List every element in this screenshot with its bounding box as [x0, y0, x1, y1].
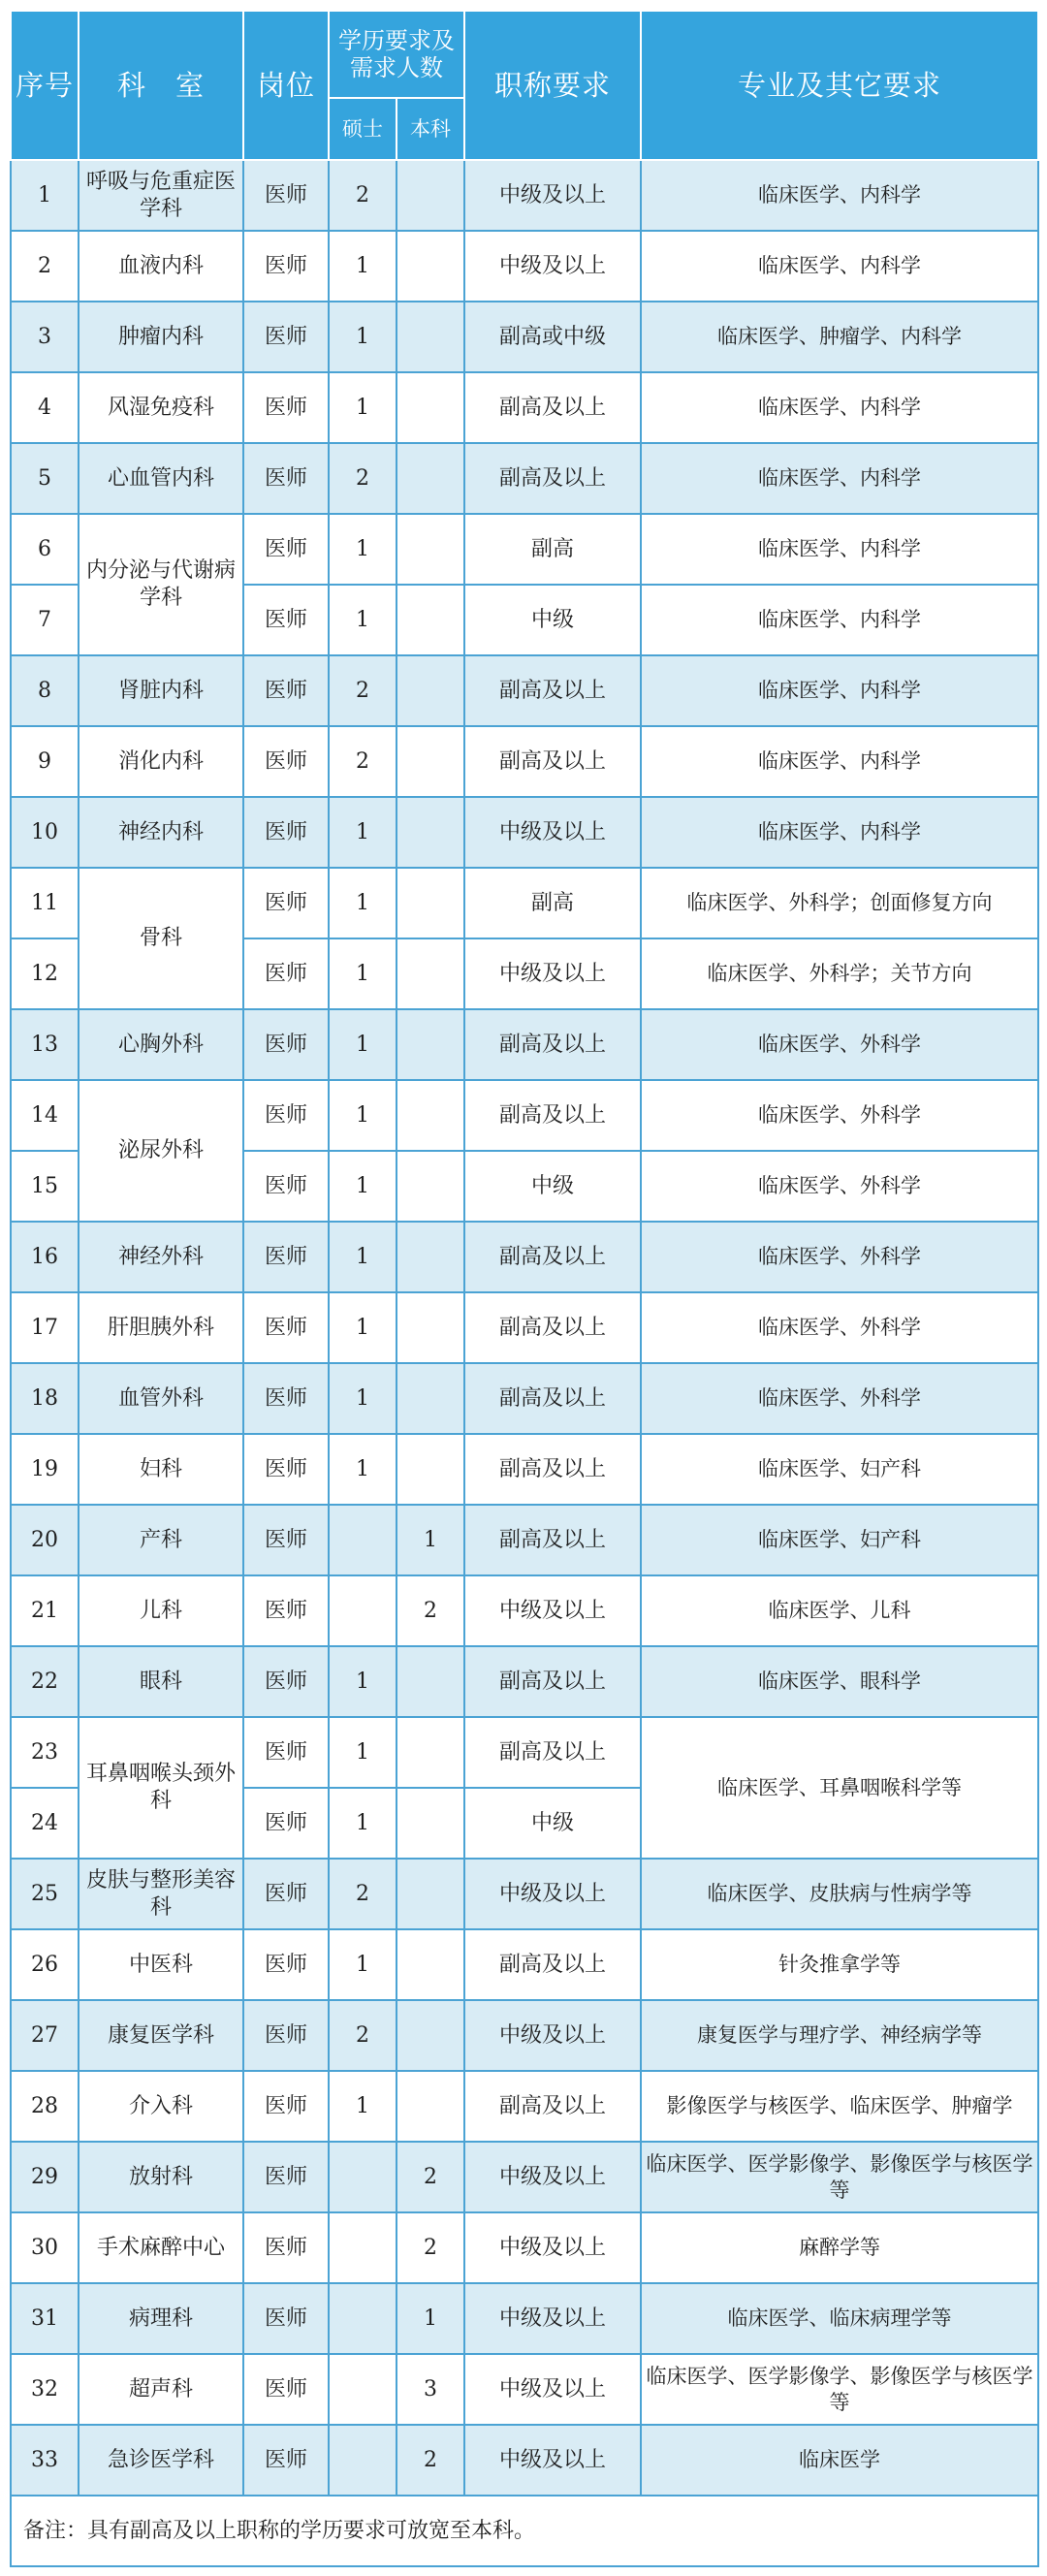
cell-master: 1: [329, 1929, 397, 2000]
cell-bachelor: [397, 1363, 464, 1434]
cell-bachelor: 2: [397, 2142, 464, 2212]
cell-post: 医师: [243, 1505, 329, 1575]
cell-post: 医师: [243, 585, 329, 655]
cell-post: 医师: [243, 1859, 329, 1929]
cell-dept: 泌尿外科: [79, 1080, 243, 1222]
header-title-req: 职称要求: [464, 11, 641, 160]
cell-master: 2: [329, 2000, 397, 2071]
cell-post: 医师: [243, 2283, 329, 2354]
cell-bachelor: [397, 1009, 464, 1080]
cell-no: 12: [11, 938, 79, 1009]
cell-bachelor: [397, 1292, 464, 1363]
cell-dept: 肿瘤内科: [79, 302, 243, 372]
cell-no: 19: [11, 1434, 79, 1505]
cell-bachelor: [397, 1222, 464, 1292]
cell-dept: 超声科: [79, 2354, 243, 2425]
table-row: [11, 1222, 1038, 1292]
cell-major: 临床医学、外科学: [641, 1292, 1038, 1363]
cell-post: 医师: [243, 2425, 329, 2496]
cell-post: 医师: [243, 797, 329, 868]
cell-major: 临床医学、肿瘤学、内科学: [641, 302, 1038, 372]
header-edu-group: 学历要求及需求人数: [329, 11, 464, 98]
cell-title: 中级及以上: [464, 938, 641, 1009]
cell-bachelor: [397, 938, 464, 1009]
cell-title: 副高及以上: [464, 1505, 641, 1575]
cell-bachelor: [397, 1717, 464, 1788]
cell-master: 1: [329, 1080, 397, 1151]
cell-major: 临床医学、外科学；创面修复方向: [641, 868, 1038, 938]
header-post: 岗位: [243, 11, 329, 160]
cell-major: 临床医学、外科学: [641, 1080, 1038, 1151]
header-major-req: 专业及其它要求: [641, 11, 1038, 160]
cell-master: [329, 2354, 397, 2425]
cell-post: 医师: [243, 514, 329, 585]
cell-bachelor: 1: [397, 1505, 464, 1575]
table-row: [11, 2283, 1038, 2354]
cell-no: 30: [11, 2212, 79, 2283]
cell-dept: 耳鼻咽喉头颈外科: [79, 1717, 243, 1859]
cell-no: 13: [11, 1009, 79, 1080]
cell-bachelor: [397, 585, 464, 655]
cell-title: 中级: [464, 585, 641, 655]
cell-major: 临床医学: [641, 2425, 1038, 2496]
table-row: [11, 1292, 1038, 1363]
cell-title: 副高及以上: [464, 1292, 641, 1363]
cell-bachelor: [397, 726, 464, 797]
cell-bachelor: [397, 160, 464, 231]
cell-no: 4: [11, 372, 79, 443]
cell-post: 医师: [243, 655, 329, 726]
cell-dept: 妇科: [79, 1434, 243, 1505]
table-row: [11, 2212, 1038, 2283]
cell-title: 副高及以上: [464, 1929, 641, 2000]
table-row: [11, 2142, 1038, 2212]
table-row: [11, 2071, 1038, 2142]
table-row: [11, 1009, 1038, 1080]
cell-dept: 内分泌与代谢病学科: [79, 514, 243, 655]
cell-major: 临床医学、外科学: [641, 1151, 1038, 1222]
note-row: [11, 2496, 1038, 2566]
cell-dept: 呼吸与危重症医学科: [79, 160, 243, 231]
cell-bachelor: [397, 868, 464, 938]
table-row: [11, 1646, 1038, 1717]
cell-bachelor: [397, 1929, 464, 2000]
cell-dept: 急诊医学科: [79, 2425, 243, 2496]
cell-bachelor: [397, 1151, 464, 1222]
cell-major: 影像医学与核医学、临床医学、肿瘤学: [641, 2071, 1038, 2142]
cell-bachelor: [397, 1434, 464, 1505]
cell-master: 2: [329, 160, 397, 231]
cell-title: 中级: [464, 1151, 641, 1222]
cell-bachelor: [397, 514, 464, 585]
cell-title: 副高或中级: [464, 302, 641, 372]
cell-post: 医师: [243, 231, 329, 302]
cell-master: 1: [329, 1363, 397, 1434]
cell-no: 17: [11, 1292, 79, 1363]
cell-dept: 儿科: [79, 1575, 243, 1646]
cell-post: 医师: [243, 1363, 329, 1434]
cell-dept: 肝胆胰外科: [79, 1292, 243, 1363]
cell-no: 23: [11, 1717, 79, 1788]
cell-title: 中级及以上: [464, 2142, 641, 2212]
cell-no: 21: [11, 1575, 79, 1646]
cell-post: 医师: [243, 1717, 329, 1788]
table-row: [11, 1434, 1038, 1505]
cell-dept: 肾脏内科: [79, 655, 243, 726]
cell-major: 麻醉学等: [641, 2212, 1038, 2283]
cell-no: 33: [11, 2425, 79, 2496]
cell-dept: 中医科: [79, 1929, 243, 2000]
cell-major: 临床医学、妇产科: [641, 1505, 1038, 1575]
cell-bachelor: 3: [397, 2354, 464, 2425]
cell-title: 副高: [464, 868, 641, 938]
cell-bachelor: 2: [397, 1575, 464, 1646]
cell-bachelor: [397, 655, 464, 726]
cell-post: 医师: [243, 1292, 329, 1363]
header-no: 序号: [11, 11, 79, 160]
cell-post: 医师: [243, 1151, 329, 1222]
cell-master: 1: [329, 585, 397, 655]
cell-title: 副高及以上: [464, 1080, 641, 1151]
cell-no: 8: [11, 655, 79, 726]
cell-post: 医师: [243, 1646, 329, 1717]
cell-bachelor: [397, 302, 464, 372]
table-row: [11, 797, 1038, 868]
cell-post: 医师: [243, 2212, 329, 2283]
cell-dept: 产科: [79, 1505, 243, 1575]
table-row: [11, 2354, 1038, 2425]
cell-title: 中级: [464, 1788, 641, 1859]
cell-post: 医师: [243, 2142, 329, 2212]
cell-title: 中级及以上: [464, 160, 641, 231]
cell-no: 29: [11, 2142, 79, 2212]
cell-dept: 血管外科: [79, 1363, 243, 1434]
table-row: [11, 160, 1038, 231]
cell-bachelor: [397, 2000, 464, 2071]
cell-major: 临床医学、妇产科: [641, 1434, 1038, 1505]
cell-no: 20: [11, 1505, 79, 1575]
cell-master: 1: [329, 2071, 397, 2142]
cell-post: 医师: [243, 1788, 329, 1859]
cell-dept: 风湿免疫科: [79, 372, 243, 443]
table-row: [11, 372, 1038, 443]
cell-bachelor: [397, 1646, 464, 1717]
cell-major: 临床医学、儿科: [641, 1575, 1038, 1646]
cell-bachelor: 1: [397, 2283, 464, 2354]
cell-master: 1: [329, 938, 397, 1009]
cell-no: 2: [11, 231, 79, 302]
cell-dept: 心血管内科: [79, 443, 243, 514]
cell-post: 医师: [243, 1575, 329, 1646]
cell-major: 临床医学、外科学: [641, 1363, 1038, 1434]
cell-no: 27: [11, 2000, 79, 2071]
cell-title: 副高及以上: [464, 655, 641, 726]
cell-dept: 血液内科: [79, 231, 243, 302]
cell-bachelor: [397, 1788, 464, 1859]
cell-major: 临床医学、内科学: [641, 585, 1038, 655]
cell-no: 10: [11, 797, 79, 868]
cell-master: 2: [329, 655, 397, 726]
cell-title: 副高及以上: [464, 2071, 641, 2142]
cell-master: [329, 2425, 397, 2496]
cell-dept: 神经内科: [79, 797, 243, 868]
cell-post: 医师: [243, 302, 329, 372]
cell-major: 针灸推拿学等: [641, 1929, 1038, 2000]
cell-post: 医师: [243, 1434, 329, 1505]
cell-master: [329, 1575, 397, 1646]
table-row: [11, 2000, 1038, 2071]
cell-no: 1: [11, 160, 79, 231]
cell-dept: 消化内科: [79, 726, 243, 797]
table-row: [11, 1859, 1038, 1929]
table-row: [11, 655, 1038, 726]
cell-dept: 神经外科: [79, 1222, 243, 1292]
cell-title: 中级及以上: [464, 1575, 641, 1646]
cell-dept: 心胸外科: [79, 1009, 243, 1080]
cell-title: 副高: [464, 514, 641, 585]
cell-post: 医师: [243, 2000, 329, 2071]
cell-no: 22: [11, 1646, 79, 1717]
cell-dept: 手术麻醉中心: [79, 2212, 243, 2283]
cell-post: 医师: [243, 443, 329, 514]
cell-major: 临床医学、皮肤病与性病学等: [641, 1859, 1038, 1929]
cell-no: 24: [11, 1788, 79, 1859]
cell-dept: 骨科: [79, 868, 243, 1009]
cell-title: 副高及以上: [464, 1009, 641, 1080]
cell-no: 14: [11, 1080, 79, 1151]
cell-no: 3: [11, 302, 79, 372]
cell-major: 临床医学、医学影像学、影像医学与核医学等: [641, 2354, 1038, 2425]
cell-bachelor: 2: [397, 2212, 464, 2283]
cell-dept: 康复医学科: [79, 2000, 243, 2071]
cell-title: 副高及以上: [464, 1222, 641, 1292]
cell-major: 临床医学、临床病理学等: [641, 2283, 1038, 2354]
table-row: [11, 302, 1038, 372]
cell-no: 7: [11, 585, 79, 655]
cell-master: [329, 2283, 397, 2354]
cell-master: 1: [329, 868, 397, 938]
header-master: 硕士: [329, 98, 397, 160]
table-row: [11, 1575, 1038, 1646]
cell-master: 1: [329, 797, 397, 868]
cell-title: 中级及以上: [464, 797, 641, 868]
cell-post: 医师: [243, 1009, 329, 1080]
table-row: [11, 1717, 1038, 1788]
cell-major: 临床医学、外科学；关节方向: [641, 938, 1038, 1009]
cell-post: 医师: [243, 868, 329, 938]
cell-no: 5: [11, 443, 79, 514]
cell-master: 1: [329, 372, 397, 443]
cell-title: 副高及以上: [464, 372, 641, 443]
cell-dept: 皮肤与整形美容科: [79, 1859, 243, 1929]
cell-no: 16: [11, 1222, 79, 1292]
recruitment-table: [10, 10, 1039, 2567]
cell-major: 临床医学、外科学: [641, 1222, 1038, 1292]
cell-master: 2: [329, 726, 397, 797]
cell-post: 医师: [243, 1222, 329, 1292]
cell-no: 9: [11, 726, 79, 797]
cell-bachelor: [397, 2071, 464, 2142]
cell-title: 中级及以上: [464, 231, 641, 302]
cell-bachelor: [397, 231, 464, 302]
cell-bachelor: [397, 443, 464, 514]
cell-title: 副高及以上: [464, 1717, 641, 1788]
cell-bachelor: [397, 1080, 464, 1151]
cell-post: 医师: [243, 1080, 329, 1151]
cell-title: 副高及以上: [464, 1363, 641, 1434]
cell-major: 临床医学、内科学: [641, 514, 1038, 585]
cell-dept: 眼科: [79, 1646, 243, 1717]
cell-no: 26: [11, 1929, 79, 2000]
table-row: [11, 231, 1038, 302]
cell-title: 副高及以上: [464, 443, 641, 514]
note-text: 备注：具有副高及以上职称的学历要求可放宽至本科。: [11, 2496, 1038, 2566]
cell-title: 中级及以上: [464, 2354, 641, 2425]
cell-title: 副高及以上: [464, 726, 641, 797]
header-bachelor: 本科: [397, 98, 464, 160]
cell-major: 临床医学、内科学: [641, 655, 1038, 726]
cell-master: [329, 1505, 397, 1575]
cell-master: 1: [329, 231, 397, 302]
cell-master: 2: [329, 443, 397, 514]
cell-master: 1: [329, 514, 397, 585]
table-row: [11, 726, 1038, 797]
cell-major: 临床医学、内科学: [641, 160, 1038, 231]
cell-no: 28: [11, 2071, 79, 2142]
cell-major: 临床医学、内科学: [641, 372, 1038, 443]
cell-post: 医师: [243, 372, 329, 443]
table-row: [11, 2425, 1038, 2496]
cell-master: 1: [329, 1788, 397, 1859]
cell-post: 医师: [243, 2071, 329, 2142]
cell-master: 1: [329, 1646, 397, 1717]
cell-title: 中级及以上: [464, 2283, 641, 2354]
cell-major: 临床医学、内科学: [641, 443, 1038, 514]
cell-title: 中级及以上: [464, 2425, 641, 2496]
table-row: [11, 1363, 1038, 1434]
cell-title: 中级及以上: [464, 2212, 641, 2283]
cell-bachelor: [397, 1859, 464, 1929]
cell-major: 临床医学、内科学: [641, 726, 1038, 797]
cell-post: 医师: [243, 2354, 329, 2425]
cell-major: 临床医学、耳鼻咽喉科学等: [641, 1717, 1038, 1859]
table-row: [11, 868, 1038, 938]
cell-master: 1: [329, 302, 397, 372]
recruitment-table-container: [10, 10, 1037, 2567]
cell-post: 医师: [243, 938, 329, 1009]
cell-title: 中级及以上: [464, 2000, 641, 2071]
cell-master: 1: [329, 1009, 397, 1080]
table-row: [11, 443, 1038, 514]
cell-master: [329, 2212, 397, 2283]
cell-no: 25: [11, 1859, 79, 1929]
cell-major: 临床医学、内科学: [641, 231, 1038, 302]
header-dept: 科 室: [79, 11, 243, 160]
cell-bachelor: [397, 797, 464, 868]
cell-bachelor: [397, 372, 464, 443]
cell-major: 临床医学、外科学: [641, 1009, 1038, 1080]
cell-title: 中级及以上: [464, 1859, 641, 1929]
cell-major: 临床医学、内科学: [641, 797, 1038, 868]
cell-post: 医师: [243, 726, 329, 797]
table-row: [11, 1929, 1038, 2000]
cell-dept: 放射科: [79, 2142, 243, 2212]
cell-post: 医师: [243, 160, 329, 231]
table-row: [11, 1505, 1038, 1575]
cell-dept: 介入科: [79, 2071, 243, 2142]
cell-title: 副高及以上: [464, 1434, 641, 1505]
cell-master: [329, 2142, 397, 2212]
cell-no: 31: [11, 2283, 79, 2354]
cell-post: 医师: [243, 1929, 329, 2000]
cell-title: 副高及以上: [464, 1646, 641, 1717]
cell-master: 1: [329, 1292, 397, 1363]
cell-dept: 病理科: [79, 2283, 243, 2354]
table-row: [11, 1080, 1038, 1151]
table-row: [11, 514, 1038, 585]
cell-major: 临床医学、医学影像学、影像医学与核医学等: [641, 2142, 1038, 2212]
cell-no: 11: [11, 868, 79, 938]
cell-master: 1: [329, 1434, 397, 1505]
cell-bachelor: 2: [397, 2425, 464, 2496]
cell-master: 1: [329, 1151, 397, 1222]
cell-major: 临床医学、眼科学: [641, 1646, 1038, 1717]
cell-master: 1: [329, 1717, 397, 1788]
cell-master: 2: [329, 1859, 397, 1929]
cell-master: 1: [329, 1222, 397, 1292]
cell-no: 18: [11, 1363, 79, 1434]
cell-no: 15: [11, 1151, 79, 1222]
cell-major: 康复医学与理疗学、神经病学等: [641, 2000, 1038, 2071]
cell-no: 6: [11, 514, 79, 585]
table-header: [11, 11, 1038, 160]
cell-no: 32: [11, 2354, 79, 2425]
